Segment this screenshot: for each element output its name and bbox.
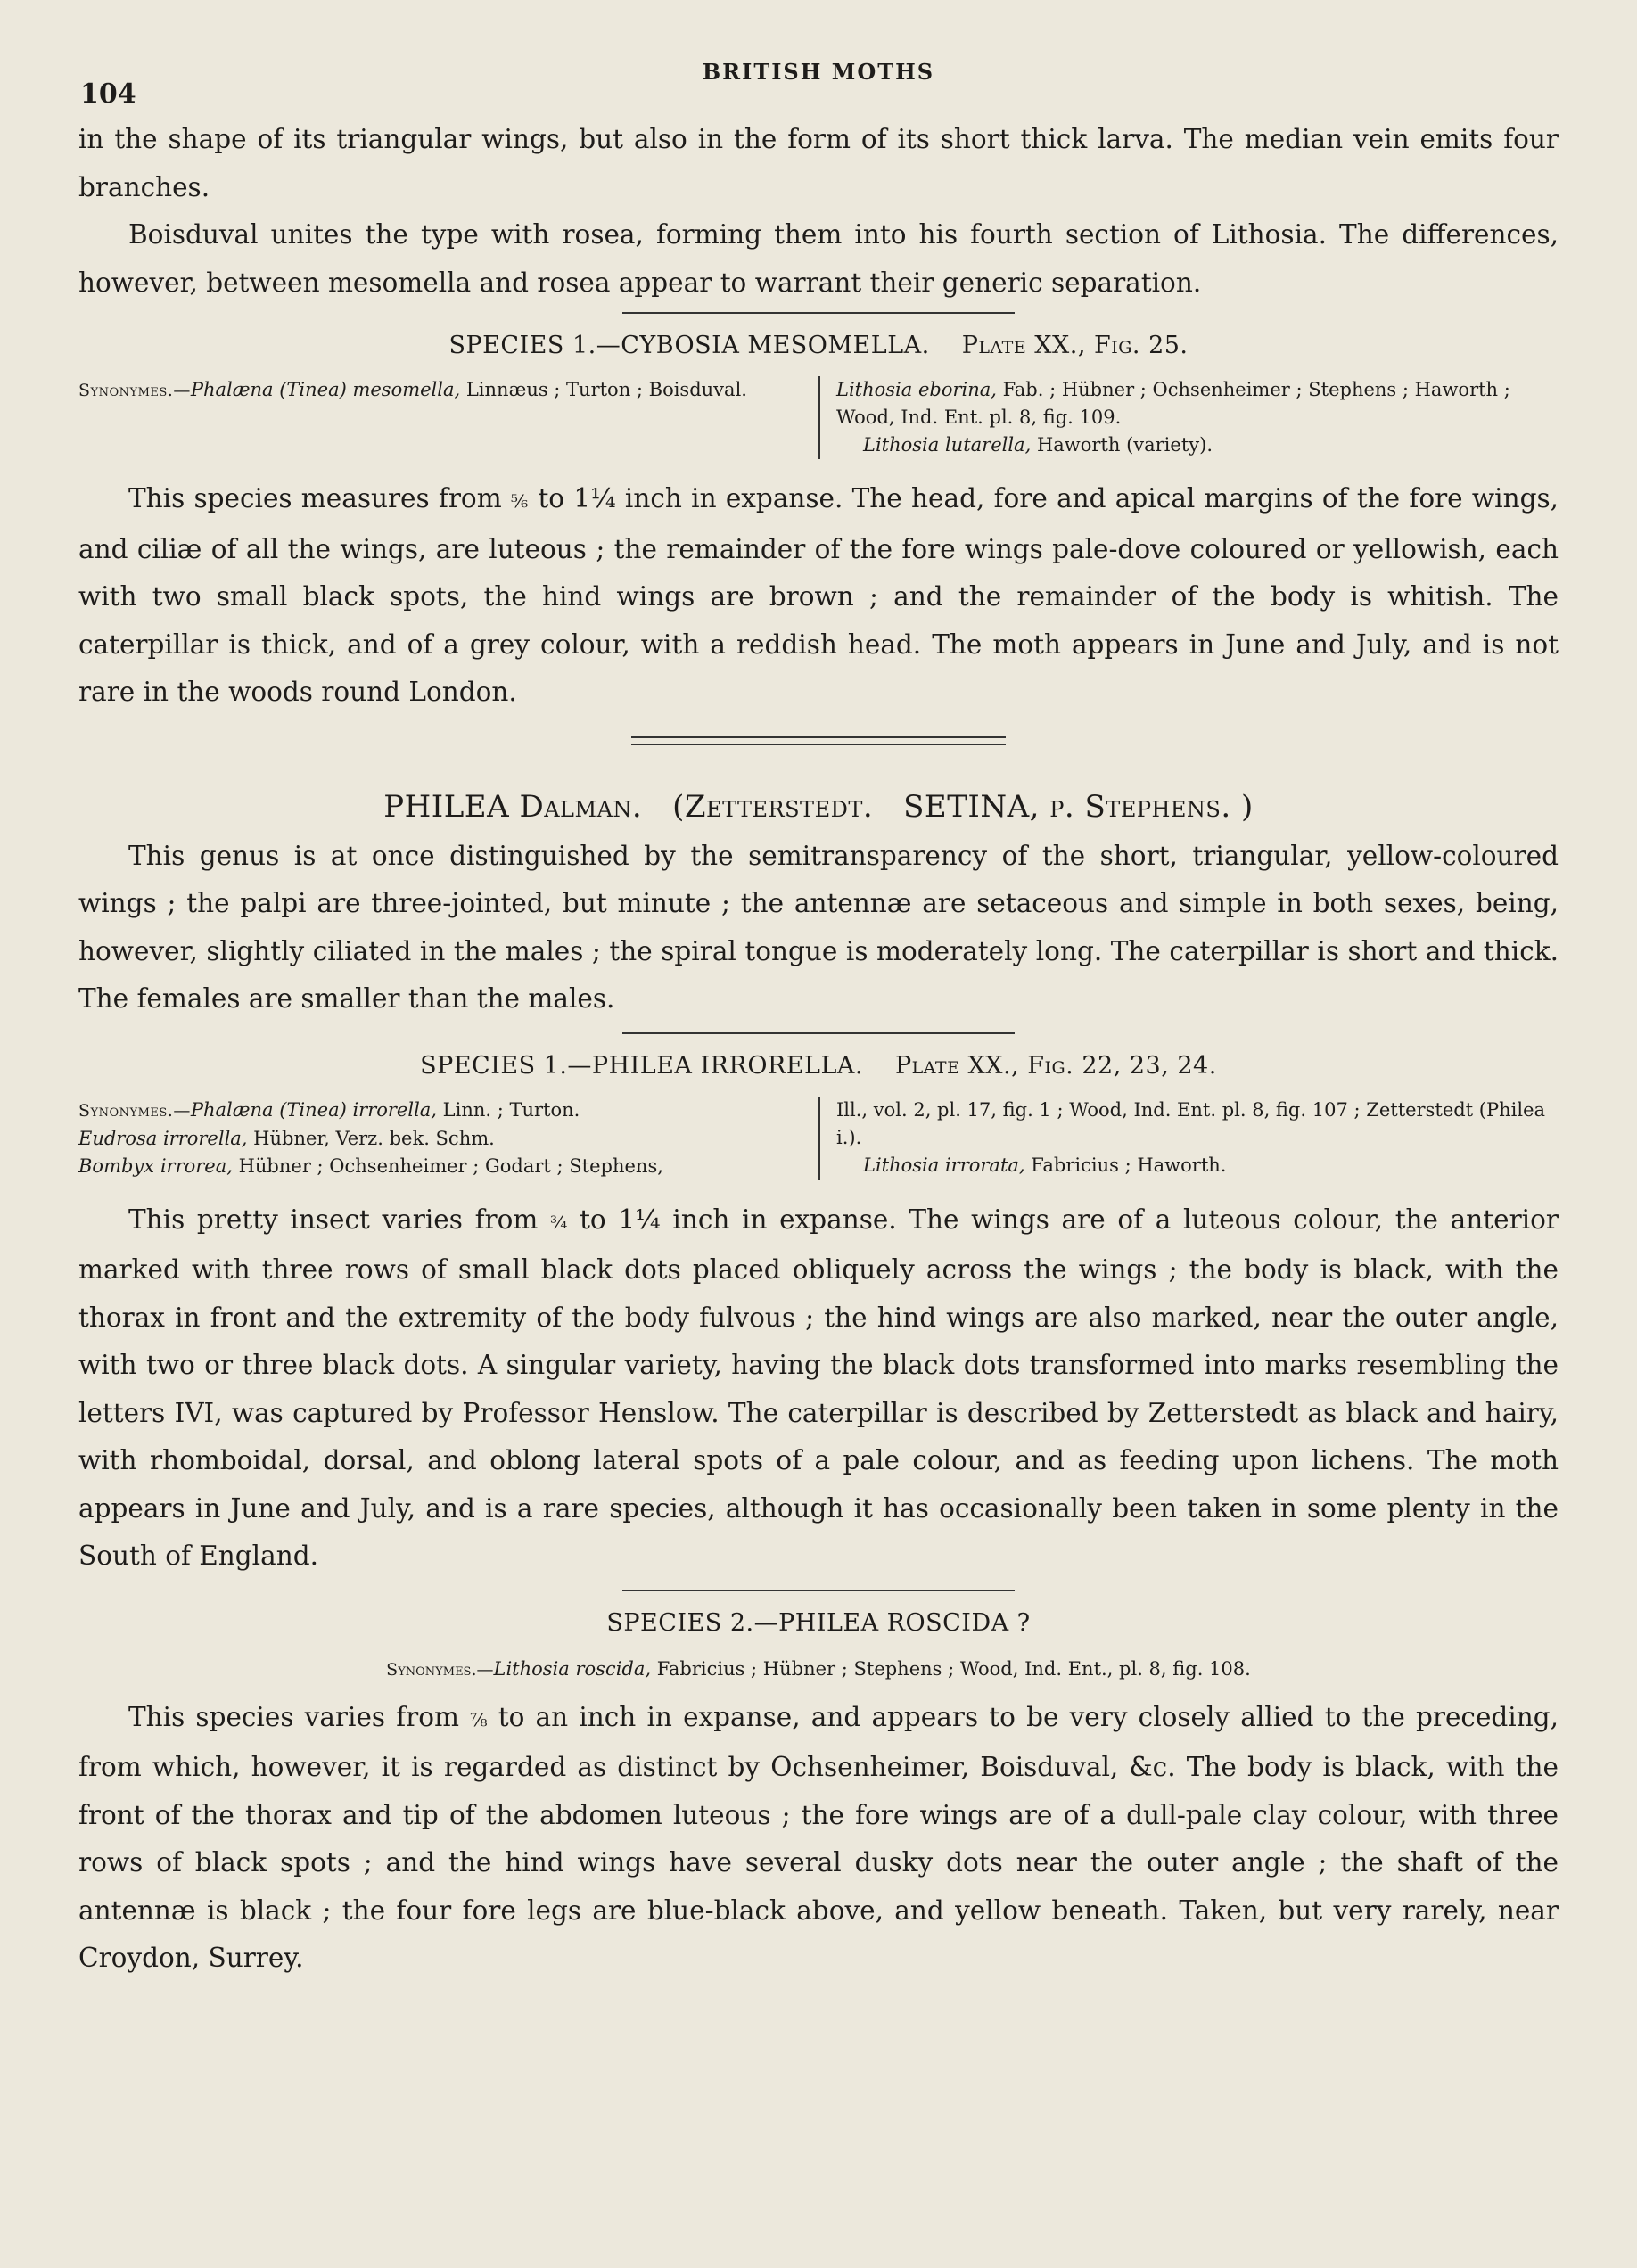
fraction: ¾: [550, 1211, 568, 1233]
page-number: 104: [80, 78, 136, 110]
species-title: SPECIES 1.—CYBOSIA MESOMELLA.: [448, 332, 930, 359]
synonymes-left-column: [78, 1097, 820, 1180]
section-divider: [622, 1032, 1015, 1034]
synonymes-block-cybosia: [78, 376, 1559, 459]
page-header: [78, 53, 1559, 116]
synonymes-block-irrorella: [78, 1097, 1559, 1180]
synonymes-label: Synonymes.—: [386, 1659, 494, 1680]
genus-alt-name: SETINA,: [903, 788, 1040, 825]
synonym-name: Lithosia eborina,: [836, 379, 997, 400]
synonym-authors: Fabricius ; Hübner ; Stephens ; Wood, Ind. Ent., pl. 8, fig. 108.: [651, 1657, 1251, 1680]
plate-reference: Plate XX., Fig. 25.: [961, 332, 1189, 359]
genus-name: PHILEA: [383, 788, 510, 825]
synonym-authors: Hübner, Verz. bek. Schm.: [247, 1127, 495, 1149]
genus-alt-attribution: p. Stephens. ): [1049, 788, 1254, 825]
intro-paragraph-2: Boisduval unites the type with rosea, forming them into his fourth section of Lithosia. The differences, however, between mesomella and rosea appear to warrant their generic separation.: [78, 219, 1559, 298]
genus-author: Dalman.: [519, 788, 643, 825]
book-page: [78, 53, 1559, 2229]
synonym-name: Eudrosa irrorella,: [78, 1127, 248, 1149]
synonymes-label: Synonymes.—: [78, 381, 191, 400]
fraction: ⅞: [470, 1708, 488, 1730]
synonym-name: Lithosia irrorata,: [863, 1154, 1025, 1176]
double-rule-top: [631, 736, 1006, 738]
synonym-authors: Linn. ; Turton.: [436, 1098, 580, 1121]
synonymes-right-column: [820, 376, 1559, 459]
genus-alt-author: (Zetterstedt.: [672, 788, 874, 825]
section-divider: [622, 1590, 1015, 1591]
synonym-name: Phalæna (Tinea) mesomella,: [190, 379, 461, 400]
synonymes-block-roscida: [78, 1654, 1559, 1685]
species-description-cybosia: This species measures from ⅚ to 1¼ inch in expanse. The head, fore and apical margins of the fore wings, and ciliæ of all the wings, are luteous ; the remainder of the fore wings pale-dove coloured or yellowish, each with two small black spots, the hind wings are brown ; and the remainder of the body is whitish. The caterpillar is thick, and of a grey colour, with a reddish head. The moth appears in June and July, and is not rare in the woods round London.: [78, 483, 1559, 707]
synonym-name: Lithosia roscida,: [493, 1657, 652, 1680]
synonym-authors: Hübner ; Ochsenheimer ; Godart ; Stephens,: [232, 1155, 663, 1177]
double-rule-bottom: [631, 744, 1006, 745]
species-heading-irrorella: [78, 1043, 1559, 1089]
plate-reference: Plate XX., Fig. 22, 23, 24.: [894, 1051, 1217, 1080]
synonym-authors: Fabricius ; Haworth.: [1024, 1154, 1227, 1176]
synonym-authors: Haworth (variety).: [1031, 434, 1213, 456]
synonymes-label: Synonymes.—: [78, 1100, 191, 1121]
section-divider: [622, 312, 1015, 314]
species-title: SPECIES 1.—PHILEA IRRORELLA.: [420, 1051, 863, 1080]
synonymes-left-column: [78, 376, 820, 459]
genus-heading: [78, 781, 1559, 833]
intro-paragraph-1: in the shape of its triangular wings, but also in the form of its short thick larva. The median vein emits four branches.: [78, 124, 1559, 202]
species-description-roscida: This species varies from ⅞ to an inch in expanse, and appears to be very closely allied to the preceding, from which, however, it is regarded as distinct by Ochsenheimer, Boisduval, &c. The body is black, with the front of the thorax and tip of the abdomen luteous ; the fore wings are of a dull-pale clay colour, with three rows of black spots ; and the hind wings have several dusky dots near the outer angle ; the shaft of the antennæ is black ; the four fore legs are blue-black above, and yellow beneath. Taken, but very rarely, near Croydon, Surrey.: [78, 1701, 1559, 1973]
species-heading-roscida: SPECIES 2.—PHILEA ROSCIDA ?: [606, 1608, 1031, 1637]
synonym-name: Phalæna (Tinea) irrorella,: [190, 1098, 437, 1121]
synonym-authors: Linnæus ; Turton ; Boisduval.: [460, 379, 747, 400]
synonym-name: Bombyx irrorea,: [78, 1155, 233, 1177]
synonym-name: Lithosia lutarella,: [863, 434, 1032, 456]
fraction: ⅚: [510, 490, 530, 512]
genus-description: This genus is at once distinguished by the semitransparency of the short, triangular, yellow-coloured wings ; the palpi are three-jointed, but minute ; the antennæ are setaceous and simple in both sexes, being, however, slightly ciliated in the males ; the spiral tongue is moderately long. The caterpillar is short and thick. The females are smaller than the males.: [78, 840, 1559, 1014]
synonymes-right-column: [820, 1097, 1559, 1180]
synonym-authors: Fab. ; Hübner ; Ochsenheimer ; Stephens ; Haworth ; Wood, Ind. Ent. pl. 8, fig. 109.: [836, 379, 1510, 428]
species-description-irrorella: This pretty insect varies from ¾ to 1¼ inch in expanse. The wings are of a luteous colour, the anterior marked with three rows of small black dots placed obliquely across the wings ; the body is black, with the thorax in front and the extremity of the body fulvous ; the hind wings are also marked, near the outer angle, with two or three black dots. A singular variety, having the black dots transformed into marks resembling the letters IVI, was captured by Professor Henslow. The caterpillar is described by Zetterstedt as black and hairy, with rhomboidal, dorsal, and oblong lateral spots of a pale colour, and as feeding upon lichens. The moth appears in June and July, and is a rare species, although it has occasionally been taken in some plenty in the South of England.: [78, 1204, 1559, 1571]
running-title: BRITISH MOTHS: [702, 59, 935, 85]
synonym-reference: Ill., vol. 2, pl. 17, fig. 1 ; Wood, Ind. Ent. pl. 8, fig. 107 ; Zetterstedt (Philea i.).: [836, 1098, 1546, 1148]
species-heading-cybosia: [78, 323, 1559, 369]
